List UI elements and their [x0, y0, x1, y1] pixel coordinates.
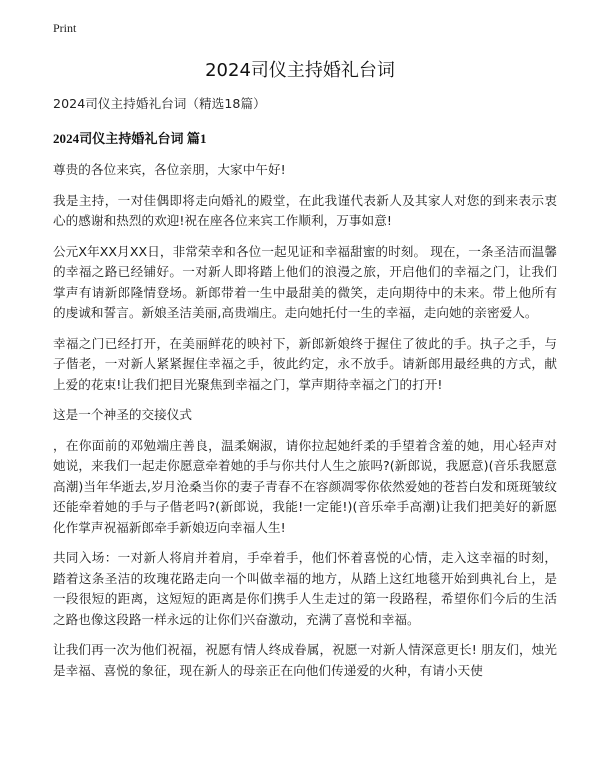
paragraph-host-intro: 我是主持，一对佳偶即将走向婚礼的殿堂，在此我谨代表新人及其家人对您的到来表示衷心的感谢和热烈的欢迎!祝在座各位来宾工作顺利，万事如意! — [53, 192, 557, 228]
paragraph-date-entrance: 公元X年XX月XX日，非常荣幸和各位一起见证和幸福甜蜜的时刻。 现在，一条圣洁而温馨的幸福之路已经铺好。一对新人即将踏上他们的浪漫之旅，开启他们的幸福之门，让我们掌声有请新郎隆情登场。新郎带着一生中最甜美的微笑，走向期待中的未来。带上他所有的虔诚和誓言。新娘圣洁美丽,高贵端庄。走向她托付一生的幸福，走向她的亲密爱人。 — [53, 243, 557, 320]
paragraph-joint-entrance: 共同入场：一对新人将肩并着肩，手牵着手，他们怀着喜悦的心情，走入这幸福的时刻，踏着这条圣洁的玫瑰花路走向一个叫做幸福的地方，从踏上这红地毯开始到典礼台上，是一段很短的距离，这短短的距离是你们携手人生走过的第一段路程，希望你们今后的生活之路也像这段路一样永远的让你们兴奋激动，充满了喜悦和幸福。 — [53, 550, 557, 627]
paragraph-vows: ，在你面前的邓勉端庄善良，温柔娴淑，请你拉起她纤柔的手望着含羞的她，用心轻声对她说，来我们一起走你愿意牵着她的手与你共付人生之旅吗?(新郎说，我愿意)(音乐我愿意高潮)当年华逝去,岁月沧桑当你的妻子青春不在容颜凋零你依然爱她的苍苔白发和斑斑皱纹还能牵着她的手与子偕老吗?(新郎说，我能!一定能!)(音乐牵手高潮)让我们把美好的新愿化作掌声祝福新郎牵手新娘迈向幸福人生! — [53, 437, 557, 535]
paragraph-greeting: 尊贵的各位来宾，各位亲朋，大家中午好! — [53, 162, 286, 177]
paragraph-blessing: 让我们再一次为他们祝福，祝愿有情人终成眷属，祝愿一对新人情深意更长! 朋友们，烛光是幸福、喜悦的象征，现在新人的母亲正在向他们传递爱的火种，有请小天使 — [53, 642, 557, 678]
section-heading: 2024司仪主持婚礼台词 篇1 — [53, 130, 207, 146]
document-body — [53, 94, 557, 691]
print-link[interactable]: Print — [53, 21, 77, 35]
page-title: 2024司仪主持婚礼台词 — [205, 60, 395, 81]
paragraph-door-of-happiness: 幸福之门已经打开，在美丽鲜花的映衬下，新郎新娘终于握住了彼此的手。执子之手，与子偕老，一对新人紧紧握住幸福之手，彼此约定，永不放手。请新郎用最经典的方式，献上爱的花束!让我们把目光聚焦到幸福之门，掌声期待幸福之门的打开! — [53, 335, 557, 392]
paragraph-handover-ceremony: 这是一个神圣的交接仪式 — [53, 407, 193, 422]
document-subtitle: 2024司仪主持婚礼台词（精选18篇） — [53, 96, 266, 111]
